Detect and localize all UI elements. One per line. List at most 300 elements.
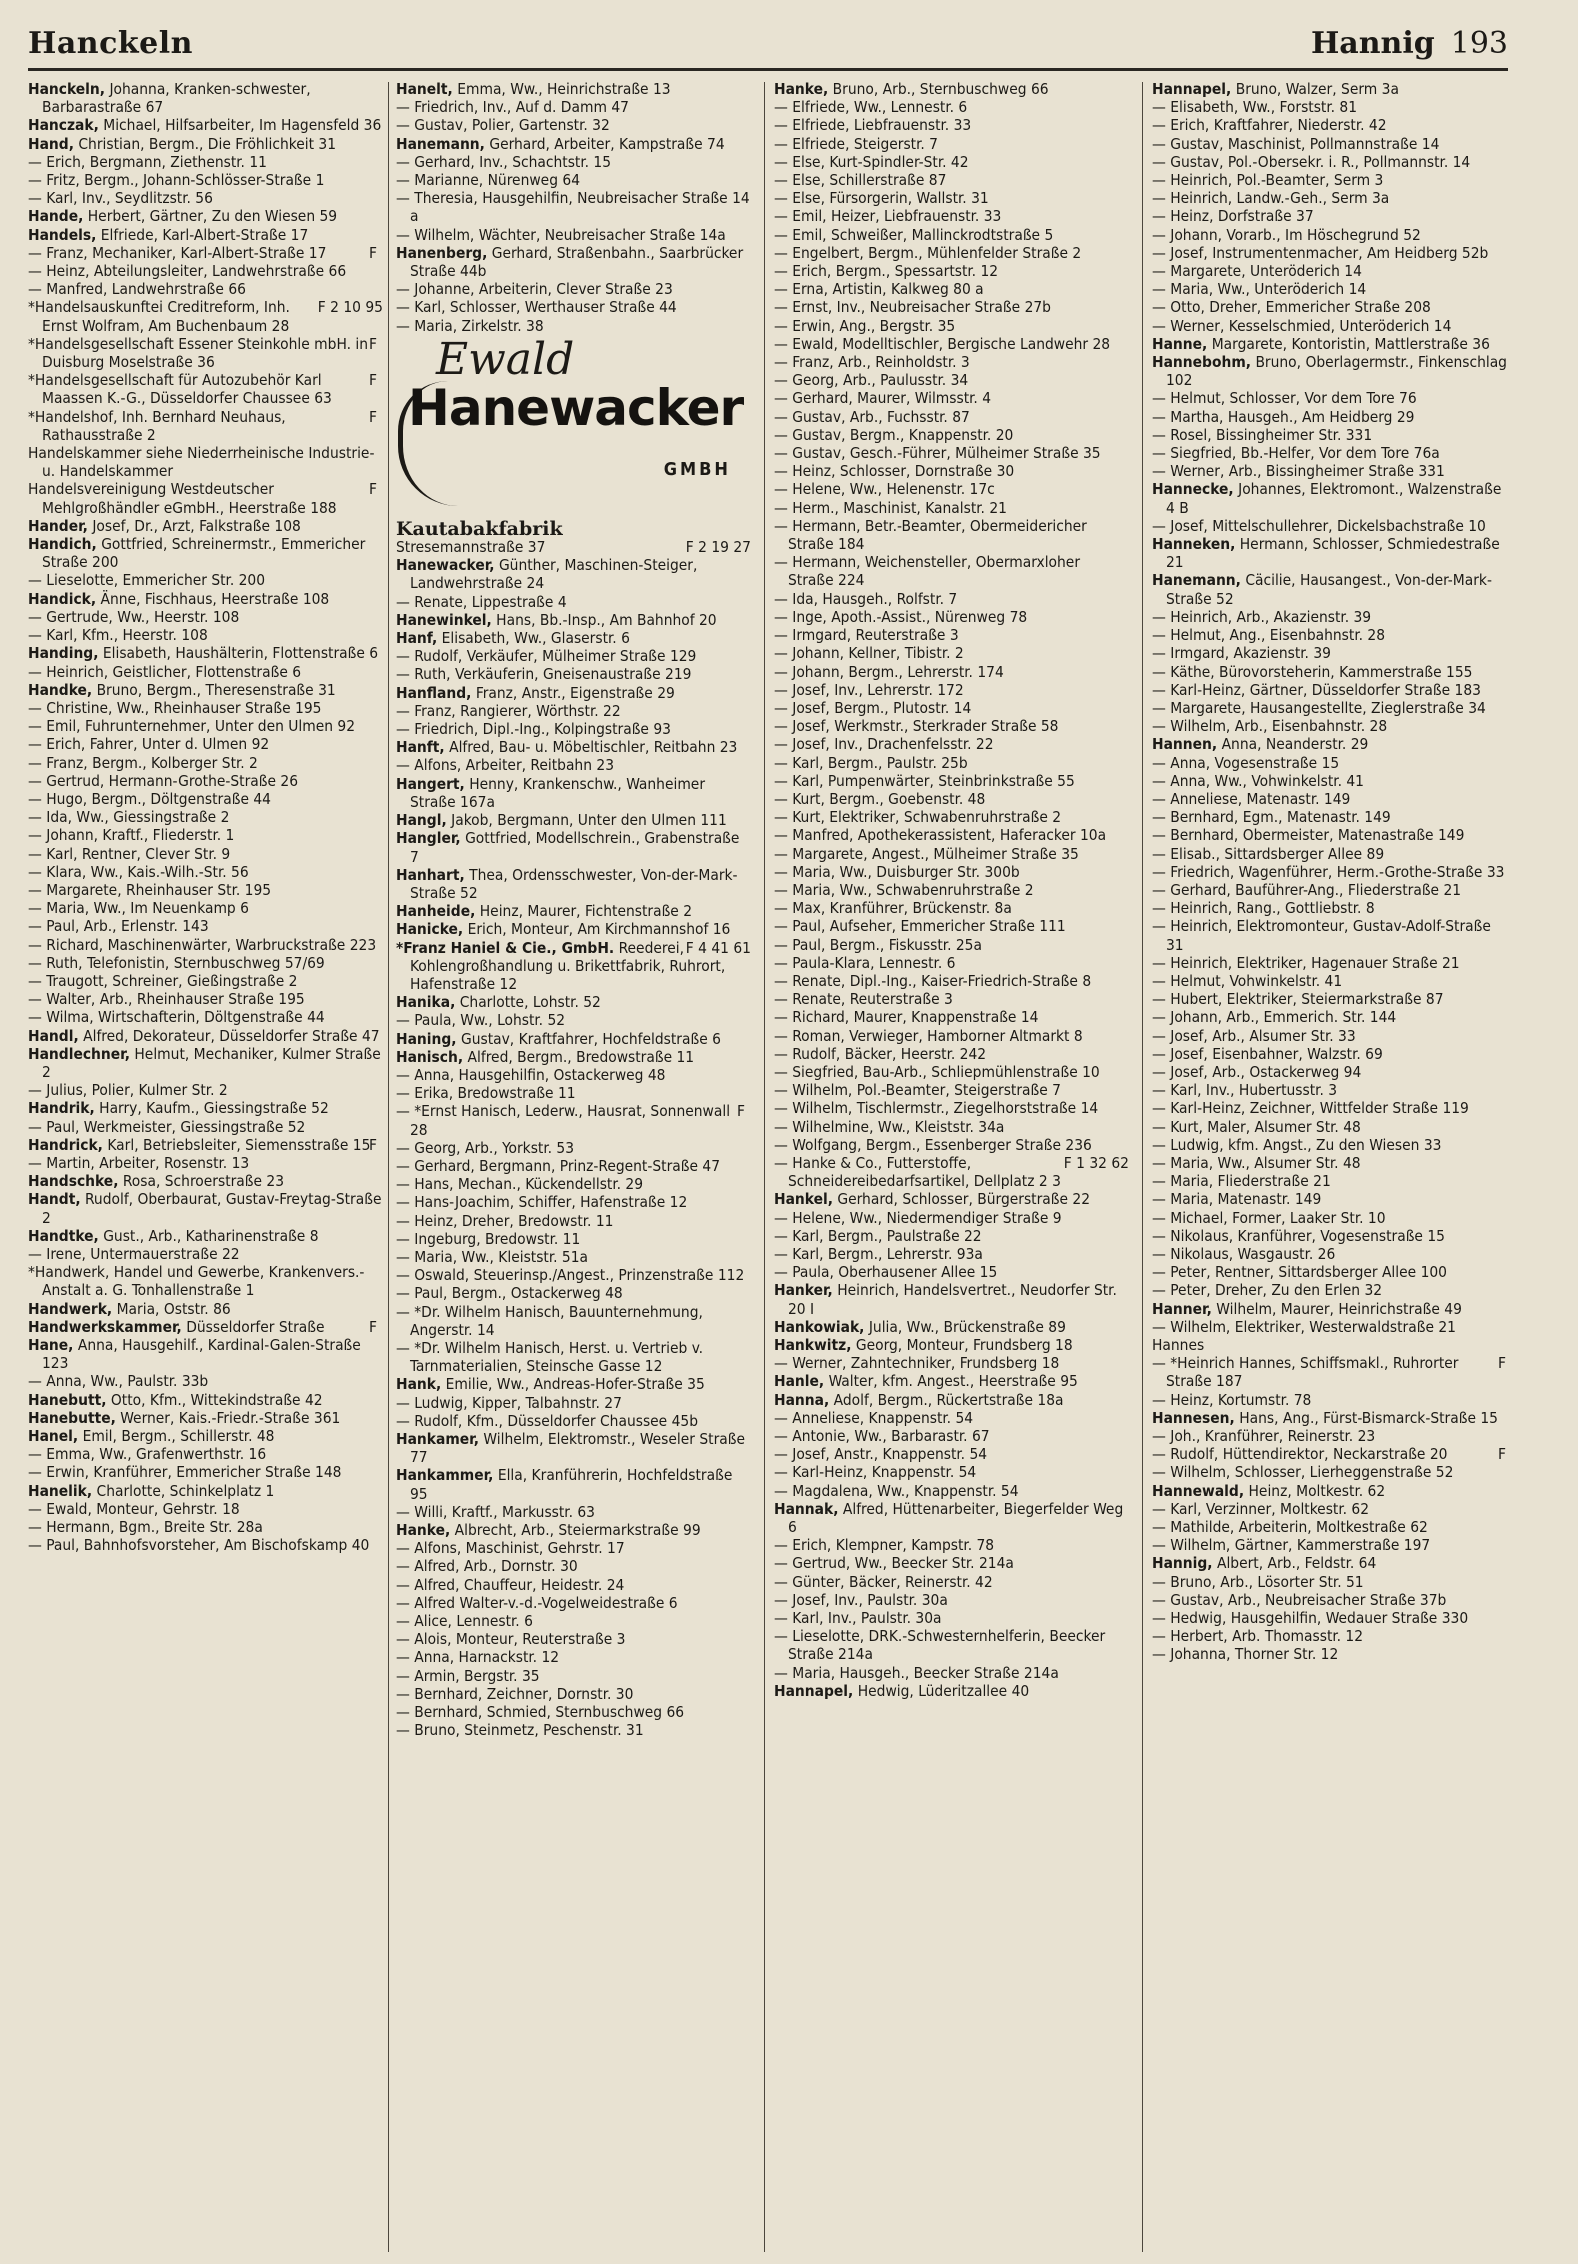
directory-entry [396, 1430, 751, 1466]
directory-entry [28, 153, 383, 171]
entry-details: — Julius, Polier, Kulmer Str. 2 [28, 1081, 228, 1100]
entry-surname: Hanczak, [28, 116, 99, 135]
directory-entry [28, 1154, 383, 1172]
directory-entry [28, 590, 383, 608]
entry-details: — Bruno, Arb., Lösorter Str. 51 [1152, 1572, 1364, 1591]
entry-details: Emilie, Ww., Andreas-Hofer-Straße 35 [445, 1375, 705, 1394]
entry-details: — Martha, Hausgeh., Am Heidberg 29 [1152, 407, 1415, 426]
directory-entry [1152, 881, 1512, 899]
entry-surname: Hanewacker, [396, 556, 495, 575]
directory-entry [774, 1045, 1129, 1063]
entry-details: — Engelbert, Bergm., Mühlenfelder Straße 2 [774, 243, 1082, 262]
entry-details: Heinz, Maurer, Fichtenstraße 2 [479, 902, 693, 921]
entry-details: — Friedrich, Inv., Auf d. Damm 47 [396, 98, 629, 117]
entry-details: — Emil, Heizer, Liebfrauenstr. 33 [774, 207, 1002, 226]
directory-entry [28, 681, 383, 699]
directory-entry [396, 1230, 751, 1248]
entry-details: Wilhelm, Maurer, Heinrichstraße 49 [1216, 1299, 1462, 1318]
entry-details: — Hubert, Elektriker, Steiermarkstraße 87 [1152, 990, 1444, 1009]
entry-details: Gottfried, Schreinermstr., Emmericher Straße 200 [42, 535, 366, 572]
entry-details: Hedwig, Lüderitzallee 40 [857, 1681, 1030, 1700]
entry-details: Maria, Oststr. 86 [116, 1299, 231, 1318]
directory-entry [1152, 1536, 1512, 1554]
entry-details: — Inge, Apoth.-Assist., Nürenweg 78 [774, 607, 1028, 626]
directory-entry [774, 1627, 1129, 1663]
entry-details: — Siegfried, Bau-Arb., Schliepmühlenstraße 10 [774, 1062, 1100, 1081]
entry-details: Erich, Monteur, Am Kirchmannshof 16 [467, 920, 731, 939]
column-1 [28, 80, 383, 2260]
directory-entry [28, 1500, 383, 1518]
entry-details: — Hermann, Weichensteller, Obermarxloher Straße 224 [774, 553, 1081, 590]
entry-details: Hans, Bb.-Insp., Am Bahnhof 20 [496, 610, 717, 629]
entry-surname: Hanemann, [396, 134, 485, 153]
directory-entry [774, 1463, 1129, 1481]
entry-details: — Wilhelm, Wächter, Neubreisacher Straße 14a [396, 225, 726, 244]
directory-entry [1152, 1045, 1512, 1063]
directory-entry [774, 917, 1129, 935]
directory-entry [1152, 571, 1512, 607]
entry-details: — *Ernst Hanisch, Lederw., Hausrat, Sonnenwall 28 [396, 1102, 731, 1139]
entry-details: — Georg, Arb., Paulusstr. 34 [774, 371, 969, 390]
directory-entry [28, 171, 383, 189]
entry-details: — Maria, Ww., Schwabenruhrstraße 2 [774, 880, 1034, 899]
directory-entry [396, 153, 751, 171]
entry-details: — Josef, Werkmstr., Sterkrader Straße 58 [774, 717, 1059, 736]
entry-details: *Handelsgesellschaft Essener Steinkohle mbH. in Duisburg Moselstraße 36 [28, 334, 369, 372]
directory-entry [396, 1193, 751, 1211]
directory-entry [28, 1045, 383, 1081]
column-4 [1152, 80, 1512, 2260]
hanewacker-advertisement [396, 333, 751, 516]
directory-entry [396, 116, 751, 134]
entry-details: — Erwin, Ang., Bergstr. 35 [774, 316, 956, 335]
entry-details: — Helmut, Schlosser, Vor dem Tore 76 [1152, 389, 1417, 408]
directory-entry [28, 954, 383, 972]
directory-entry [28, 1136, 383, 1154]
entry-details: Franz, Anstr., Eigenstraße 29 [475, 683, 675, 702]
directory-entry [28, 917, 383, 935]
entry-details: — Rosel, Bissingheimer Str. 331 [1152, 425, 1373, 444]
entry-surname: Hande, [28, 207, 84, 226]
entry-details: — Else, Fürsorgerin, Wallstr. 31 [774, 189, 989, 208]
entry-details: — Karl, Schlosser, Werthauser Straße 44 [396, 298, 677, 317]
directory-entry [396, 1394, 751, 1412]
entry-details: — Gerhard, Inv., Schachtstr. 15 [396, 152, 612, 171]
entry-surname: Handschke, [28, 1172, 119, 1191]
directory-entry [774, 1263, 1129, 1281]
directory-entry [1152, 1008, 1512, 1026]
directory-entry [1152, 1099, 1512, 1117]
directory-entry [1152, 517, 1512, 535]
directory-entry [774, 1336, 1129, 1354]
entry-surname: *Franz Haniel & Cie., GmbH. [396, 938, 615, 957]
entry-details: — Peter, Rentner, Sittardsberger Allee 100 [1152, 1263, 1447, 1282]
directory-entry [396, 920, 751, 938]
directory-entry [1152, 1645, 1512, 1663]
directory-entry [396, 98, 751, 116]
directory-entry [28, 1300, 383, 1318]
directory-entry [396, 1576, 751, 1594]
entry-details: — Gustav, Arb., Neubreisacher Straße 37b [1152, 1590, 1447, 1609]
directory-entry [774, 207, 1129, 225]
directory-entry [774, 1318, 1129, 1336]
directory-entry [28, 1245, 383, 1263]
directory-entry [28, 772, 383, 790]
phone-marker: F [369, 243, 377, 262]
entry-details: Rudolf, Oberbaurat, Gustav-Freytag-Straße 2 [42, 1190, 382, 1227]
entry-details: — Erich, Bergm., Spessartstr. 12 [774, 262, 999, 281]
entry-details: — Heinrich, Landw.-Geh., Serm 3a [1152, 189, 1390, 208]
directory-entry [396, 1612, 751, 1630]
directory-entry [774, 389, 1129, 407]
entry-details: Herbert, Gärtner, Zu den Wiesen 59 [87, 207, 338, 226]
entry-details: — Wilhelm, Elektriker, Westerwaldstraße 21 [1152, 1317, 1456, 1336]
directory-entry [774, 480, 1129, 498]
directory-entry [396, 1539, 751, 1557]
entry-details: — Josef, Inv., Drachenfelsstr. 22 [774, 735, 994, 754]
entry-surname: Hannapel, [1152, 80, 1232, 98]
entry-details: — Renate, Dipl.-Ing., Kaiser-Friedrich-Straße 8 [774, 971, 1092, 990]
entry-details: *Handwerk, Handel und Gewerbe, Krankenvers.-Anstalt a. G. Tonhallenstraße 1 [28, 1263, 365, 1300]
directory-entry [28, 1008, 383, 1026]
directory-entry [28, 1409, 383, 1427]
directory-entry [28, 1391, 383, 1409]
directory-entry [396, 1466, 751, 1502]
entry-details: — Rudolf, Bäcker, Heerstr. 242 [774, 1044, 987, 1063]
entry-surname: Hanf, [396, 629, 438, 648]
directory-entry [1152, 1118, 1512, 1136]
directory-entry [396, 1030, 751, 1048]
directory-entry [396, 1703, 751, 1721]
directory-entry [396, 1721, 751, 1739]
entry-details: — Marianne, Nürenweg 64 [396, 171, 581, 190]
entry-surname: Hanft, [396, 738, 445, 757]
entry-surname: Hander, [28, 516, 88, 535]
entry-details: Werner, Kais.-Friedr.-Straße 361 [120, 1408, 341, 1427]
directory-entry [774, 1190, 1129, 1208]
directory-entry [774, 1372, 1129, 1390]
entry-details: — Otto, Dreher, Emmericher Straße 208 [1152, 298, 1431, 317]
entry-surname: Hanheide, [396, 902, 476, 921]
entry-details: Gerhard, Arbeiter, Kampstraße 74 [489, 134, 725, 153]
entry-surname: Handtke, [28, 1226, 99, 1245]
directory-entry [1152, 1409, 1512, 1427]
entry-details: — Gertrud, Ww., Beecker Str. 214a [774, 1554, 1014, 1573]
header-right-word: Hannig [1310, 26, 1435, 61]
entry-details: — Johann, Kellner, Tibistr. 2 [774, 644, 964, 663]
directory-entry [1152, 1172, 1512, 1190]
directory-entry [28, 408, 383, 444]
entry-details: Walter, kfm. Angest., Heerstraße 95 [828, 1372, 1078, 1391]
directory-entry [396, 1521, 751, 1539]
entry-surname: Hanel, [28, 1427, 79, 1446]
entry-details: — Erika, Bredowstraße 11 [396, 1084, 576, 1103]
directory-entry [396, 611, 751, 629]
entry-details: — Irene, Untermauerstraße 22 [28, 1245, 240, 1263]
entry-details: — Gustav, Maschinist, Pollmannstraße 14 [1152, 134, 1440, 153]
directory-entry [774, 1573, 1129, 1591]
entry-details: Charlotte, Lohstr. 52 [459, 993, 601, 1012]
entry-details: — Oswald, Steuerinsp./Angest., Prinzenstraße 112 [396, 1266, 745, 1285]
entry-details: Gerhard, Straßenbahn., Saarbrücker Straße 44b [410, 243, 744, 281]
entry-details: — Heinz, Kortumstr. 78 [1152, 1390, 1312, 1409]
entry-details: — Irmgard, Akazienstr. 39 [1152, 644, 1331, 663]
phone-marker: F 1 32 62 [1063, 1153, 1129, 1172]
directory-entry [1152, 153, 1512, 171]
entry-details: — Maria, Hausgeh., Beecker Straße 214a [774, 1663, 1059, 1682]
directory-entry [396, 775, 751, 811]
entry-details: — Elfriede, Steigerstr. 7 [774, 134, 938, 153]
directory-entry [1152, 335, 1512, 353]
directory-entry [396, 135, 751, 153]
entry-details: — Richard, Maurer, Knappenstraße 14 [774, 1008, 1039, 1027]
directory-entry [1152, 1136, 1512, 1154]
page-header [0, 0, 1578, 70]
entry-details: — Maria, Ww., Kleiststr. 51a [396, 1247, 589, 1266]
directory-entry [28, 1227, 383, 1245]
directory-entry [1152, 790, 1512, 808]
directory-entry [28, 207, 383, 225]
phone-marker: F [1498, 1354, 1506, 1373]
directory-entry [396, 738, 751, 756]
entry-details: — Josef, Mittelschullehrer, Dickelsbachstraße 10 [1152, 516, 1486, 535]
directory-entry [28, 644, 383, 662]
entry-details: Albrecht, Arb., Steiermarkstraße 99 [454, 1521, 701, 1540]
directory-entry [1152, 1063, 1512, 1081]
entry-details: Heinrich, Handelsvertret., Neudorfer Str. 20 I [788, 1281, 1117, 1318]
phone-marker: F [369, 371, 377, 390]
directory-entry [774, 735, 1129, 753]
directory-entry [774, 226, 1129, 244]
directory-entry [774, 1027, 1129, 1045]
entry-surname: Hanebutte, [28, 1408, 116, 1427]
directory-entry [774, 899, 1129, 917]
entry-details: — Siegfried, Bb.-Helfer, Vor dem Tore 76a [1152, 444, 1440, 463]
entry-details: Gust., Arb., Katharinenstraße 8 [103, 1226, 319, 1245]
entry-details: — Michael, Former, Laaker Str. 10 [1152, 1208, 1386, 1227]
entry-details: — Ewald, Modelltischler, Bergische Landwehr 28 [774, 334, 1111, 353]
entry-surname: Handels, [28, 225, 97, 244]
entry-details: — Josef, Inv., Lehrerstr. 172 [774, 680, 964, 699]
directory-entry [774, 426, 1129, 444]
entry-details: — Maria, Ww., Alsumer Str. 48 [1152, 1153, 1361, 1172]
directory-entry [774, 1118, 1129, 1136]
entry-surname: Hanke, [396, 1521, 451, 1540]
phone-marker: F [1498, 1445, 1506, 1464]
entry-details: — Anna, Vogesenstraße 15 [1152, 753, 1340, 772]
entry-details: — Margarete, Angest., Mülheimer Straße 35 [774, 844, 1079, 863]
entry-details: Christian, Bergm., Die Fröhlichkeit 31 [78, 134, 337, 153]
directory-entry [774, 1482, 1129, 1500]
directory-entry [774, 717, 1129, 735]
entry-details: — Friedrich, Dipl.-Ing., Kolpingstraße 93 [396, 720, 671, 739]
directory-entry [1152, 444, 1512, 462]
directory-entry [396, 1139, 751, 1157]
directory-entry [28, 626, 383, 644]
entry-details: — Margarete, Hausangestellte, Zieglerstraße 34 [1152, 698, 1486, 717]
entry-surname: Haning, [396, 1029, 457, 1048]
entry-details: — Paul, Bergm., Fiskusstr. 25a [774, 935, 982, 954]
directory-entry [1152, 244, 1512, 262]
directory-entry [28, 335, 383, 371]
entry-details: — Paul, Arb., Erlenstr. 143 [28, 917, 209, 936]
entry-details: — Martin, Arbeiter, Rosenstr. 13 [28, 1153, 250, 1172]
entry-details: — Paula-Klara, Lennestr. 6 [774, 953, 956, 972]
entry-details: — Helmut, Ang., Eisenbahnstr. 28 [1152, 626, 1386, 645]
directory-entry [28, 1099, 383, 1117]
entry-details: — Karl, Inv., Seydlitzstr. 56 [28, 189, 213, 208]
entry-surname: Hangl, [396, 811, 447, 830]
directory-entry [396, 189, 751, 225]
entry-details: Georg, Monteur, Frundsberg 18 [855, 1336, 1073, 1355]
entry-surname: Handick, [28, 589, 97, 608]
entry-details: — Wilhelm, Tischlermstr., Ziegelhorststraße 14 [774, 1099, 1099, 1118]
directory-entry [1152, 80, 1512, 98]
entry-details: — Klara, Ww., Kais.-Wilh.-Str. 56 [28, 862, 249, 881]
entry-details: — Anna, Harnackstr. 12 [396, 1648, 560, 1667]
directory-entry [774, 808, 1129, 826]
entry-details: — Johanna, Thorner Str. 12 [1152, 1645, 1339, 1664]
entry-details: — Nikolaus, Kranführer, Vogesenstraße 15 [1152, 1226, 1445, 1245]
directory-entry [1152, 917, 1512, 953]
entry-details: Otto, Kfm., Wittekindstraße 42 [110, 1390, 323, 1409]
directory-entry [1152, 1081, 1512, 1099]
directory-entry [1152, 1463, 1512, 1481]
entry-details: Alfred, Bau- u. Möbeltischler, Reitbahn 23 [449, 738, 738, 757]
entry-details: — Karl-Heinz, Knappenstr. 54 [774, 1463, 977, 1482]
directory-entry [1152, 735, 1512, 753]
entry-surname: Hanker, [774, 1281, 833, 1300]
entry-surname: Hannesen, [1152, 1408, 1235, 1427]
entry-details: — Gustav, Pol.-Obersekr. i. R., Pollmannstr. 14 [1152, 152, 1471, 171]
entry-details: — Alfred Walter-v.-d.-Vogelweidestraße 6 [396, 1593, 678, 1612]
entry-details: — Max, Kranführer, Brückenstr. 8a [774, 899, 1012, 918]
entry-details: — Herbert, Arb. Thomasstr. 12 [1152, 1627, 1364, 1646]
entry-surname: Hannebohm, [1152, 353, 1252, 372]
directory-entry [396, 829, 751, 865]
entry-details: — Werner, Kesselschmied, Unteröderich 14 [1152, 316, 1452, 335]
directory-entry [28, 1118, 383, 1136]
directory-entry [396, 1157, 751, 1175]
entry-details: — Alfred, Chauffeur, Heidestr. 24 [396, 1575, 625, 1594]
directory-entry [1152, 1445, 1512, 1463]
entry-details: — Gustav, Bergm., Knappenstr. 20 [774, 425, 1014, 444]
entry-details: Hannes [1152, 1336, 1205, 1355]
entry-details: — Maria, Ww., Im Neuenkamp 6 [28, 899, 249, 918]
directory-entry [28, 608, 383, 626]
entry-details: — Alfons, Maschinist, Gehrstr. 17 [396, 1539, 625, 1558]
entry-surname: Hanelik, [28, 1481, 93, 1500]
entry-details: — Erich, Bergmann, Ziethenstr. 11 [28, 152, 267, 171]
entry-surname: Hanhart, [396, 865, 465, 884]
entry-details: — Karl, Pumpenwärter, Steinbrinkstraße 55 [774, 771, 1075, 790]
directory-entry [396, 629, 751, 647]
directory-entry [774, 98, 1129, 116]
directory-entry [774, 371, 1129, 389]
directory-entry [774, 408, 1129, 426]
directory-entry [28, 262, 383, 280]
entry-surname: Hane, [28, 1336, 74, 1355]
directory-entry [396, 1102, 751, 1138]
directory-entry [396, 993, 751, 1011]
entry-surname: Hanneken, [1152, 535, 1236, 554]
directory-entry [1152, 626, 1512, 644]
entry-details: — Josef, Inv., Paulstr. 30a [774, 1590, 948, 1609]
entry-details: — *Dr. Wilhelm Hanisch, Herst. u. Vertrieb v. Tarnmaterialien, Steinsche Gasse 12 [396, 1338, 704, 1376]
directory-entry [396, 80, 751, 98]
directory-entry [396, 317, 751, 335]
directory-entry [396, 1066, 751, 1084]
directory-entry [396, 756, 751, 774]
entry-details: — Paula, Oberhausener Allee 15 [774, 1263, 998, 1282]
phone-marker: F [369, 1317, 377, 1336]
directory-entry [774, 1391, 1129, 1409]
entry-surname: Hankwitz, [774, 1336, 852, 1355]
phone-marker: F [369, 480, 377, 499]
directory-entry [1152, 1245, 1512, 1263]
entry-details: Ella, Kranführerin, Hochfeldstraße 95 [410, 1466, 733, 1503]
entry-details: — Ruth, Verkäuferin, Gneisenaustraße 219 [396, 665, 692, 684]
entry-surname: Handlechner, [28, 1044, 130, 1063]
directory-entry [1152, 116, 1512, 134]
entry-details: — Ludwig, Kipper, Talbahnstr. 27 [396, 1393, 622, 1412]
entry-details: — Gerhard, Maurer, Wilmsstr. 4 [774, 389, 992, 408]
entry-details: — Gertrude, Ww., Heerstr. 108 [28, 607, 240, 626]
directory-entry [28, 990, 383, 1008]
directory-entry [774, 1209, 1129, 1227]
entry-details: — Friedrich, Wagenführer, Herm.-Grothe-Straße 33 [1152, 862, 1505, 881]
entry-details: — Peter, Dreher, Zu den Erlen 32 [1152, 1281, 1383, 1300]
header-right [1311, 26, 1508, 61]
directory-entry [1152, 389, 1512, 407]
entry-details: — Heinrich, Rang., Gottliebstr. 8 [1152, 899, 1375, 918]
directory-entry [396, 902, 751, 920]
directory-entry [28, 298, 383, 334]
directory-entry [28, 1190, 383, 1226]
directory-entry [774, 171, 1129, 189]
entry-details: — Heinrich, Elektromonteur, Gustav-Adolf-Straße 31 [1152, 917, 1491, 954]
directory-entry [774, 972, 1129, 990]
directory-entry [774, 699, 1129, 717]
directory-entry [1152, 990, 1512, 1008]
entry-details: — Elfriede, Liebfrauenstr. 33 [774, 116, 972, 135]
entry-details: Margarete, Kontoristin, Mattlerstraße 36 [1211, 334, 1490, 353]
directory-entry [28, 663, 383, 681]
entry-details: — Paul, Bahnhofsvorsteher, Am Bischofskamp 40 [28, 1536, 370, 1555]
entry-details: — Bernhard, Schmied, Sternbuschweg 66 [396, 1703, 685, 1722]
directory-entry [28, 790, 383, 808]
directory-entry [1152, 1500, 1512, 1518]
entry-details: — Fritz, Bergm., Johann-Schlösser-Straße 1 [28, 171, 325, 190]
entry-details: — Heinrich, Arb., Akazienstr. 39 [1152, 607, 1372, 626]
entry-details: Charlotte, Schinkelplatz 1 [96, 1481, 275, 1500]
directory-entry [774, 1682, 1129, 1700]
entry-surname: Hanckeln, [28, 80, 106, 98]
entry-details: — Heinrich, Elektriker, Hagenauer Straße 21 [1152, 953, 1460, 972]
entry-details: Bruno, Oberlagermstr., Finkenschlag 102 [1166, 353, 1507, 390]
directory-entry [396, 1048, 751, 1066]
directory-entry [774, 1445, 1129, 1463]
directory-entry [1152, 1591, 1512, 1609]
directory-entry [396, 280, 751, 298]
entry-details: — Armin, Bergstr. 35 [396, 1666, 540, 1685]
directory-entry [28, 717, 383, 735]
entry-details: — Kurt, Bergm., Goebenstr. 48 [774, 789, 986, 808]
entry-details: — Karl, Bergm., Paulstr. 25b [774, 753, 968, 772]
directory-entry [774, 1136, 1129, 1154]
entry-details: — Maria, Ww., Duisburger Str. 300b [774, 862, 1020, 881]
directory-entry [774, 1154, 1129, 1190]
